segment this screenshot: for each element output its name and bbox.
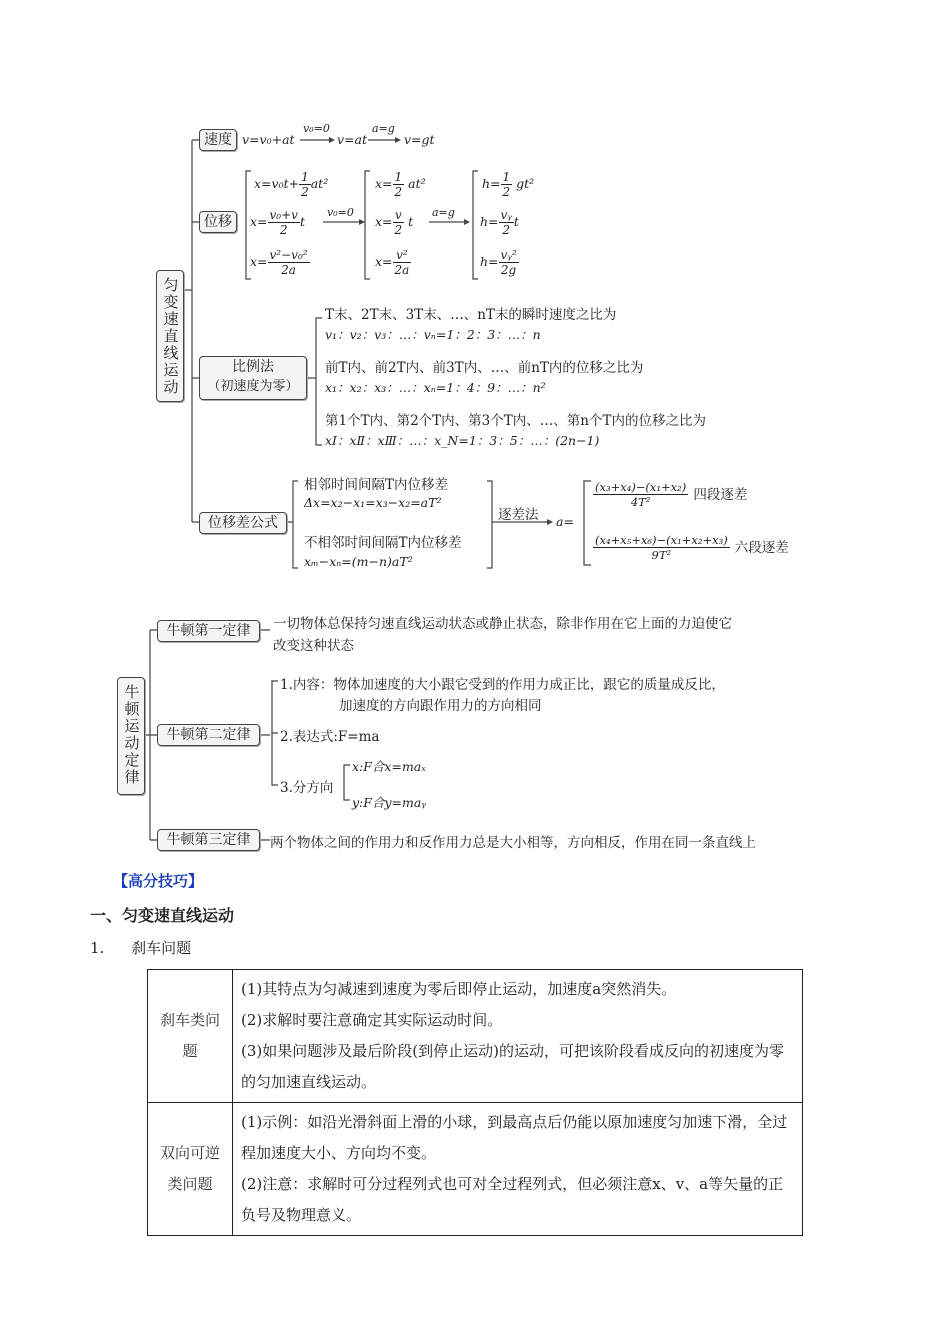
ratio-sub: （初速度为零）	[207, 379, 299, 394]
law2-cx: x:F合x=maₓ	[352, 759, 426, 774]
law2-c1b: 加速度的方向跟作用力的方向相同	[339, 698, 542, 714]
table-key: 双向可逆类问题	[148, 1103, 233, 1236]
law3-box: 牛顿第三定律	[157, 829, 260, 851]
table-value: (1)示例：如沿光滑斜面上滑的小球，到最高点后仍能以原加速度匀加速下滑，全过程加速度大小、方向均不变。 (2)注意：求解时可分过程列式也可对全过程列式，但必须注意x、v、a等矢量的正负号及物理意义。	[233, 1103, 803, 1236]
ratio-label: 比例法	[232, 359, 274, 375]
diff-formula-four: $\frac{\text{(x₃+x₄)−(x₁+x₂)}}{\text{4T²}}$ 四段逐差	[595, 480, 748, 509]
velocity-f3: v=gt	[404, 132, 435, 147]
disp-col1-row2: x= $\frac{\text{v₀+v}}{2}$ t	[250, 208, 305, 237]
diff-formula-six: $\frac{\text{(x₄+x₅+x₆)−(x₁+x₂+x₃)}}{\text{9T²}}$ 六段逐差	[595, 533, 789, 562]
law3-text: 两个物体之间的作用力和反作用力总是大小相等，方向相反，作用在同一条直线上	[270, 835, 756, 851]
displacement-box: 位移	[199, 211, 237, 233]
ratio-box	[199, 356, 307, 400]
root-box-newton	[117, 677, 145, 795]
disp-col3-row3: h= $\frac{\text{vᵧ²}}{2g}$	[480, 248, 517, 277]
velocity-f2: v=at	[337, 132, 368, 147]
law2-c1: 1.内容：物体加速度的大小跟它受到的作用力成正比，跟它的质量成反比，	[280, 677, 725, 693]
disp-col2-row1: x= $\frac{1}{2}$ at²	[375, 170, 426, 199]
table-row	[148, 1103, 803, 1236]
root-box-uniform-motion	[156, 270, 184, 402]
newton-root-label: 牛顿运动定律	[122, 684, 141, 786]
ratio-l4: x₁：x₂：x₃：…：xₙ=1：4：9：…：n²	[325, 380, 546, 395]
law2-c2: 2.表达式:F=ma	[280, 729, 380, 745]
item-1	[90, 937, 191, 958]
law2-cy: y:F合y=maᵧ	[352, 795, 426, 810]
diff-l4: xₘ−xₙ=(m−n)aT²	[304, 554, 413, 569]
ratio-l3: 前T内、前2T内、前3T内、…、前nT内的位移之比为	[325, 360, 644, 376]
diff-method: 逐差法	[498, 507, 539, 523]
disp-col3-row1: h= $\frac{1}{2}$ gt²	[482, 170, 535, 199]
ratio-l6: xⅠ：xⅡ：xⅢ：…：x_N=1：3：5：…：(2n−1)	[325, 433, 600, 448]
table-value: (1)其特点为匀减速到速度为零后即停止运动，加速度a突然消失。 (2)求解时要注意确定其实际运动时间。 (3)如果问题涉及最后阶段(到停止运动)的运动，可把该阶段看成反向的初速度为零的匀加速直线运动。	[233, 970, 803, 1103]
table-key: 刹车类问题	[148, 970, 233, 1103]
root-label: 匀变速直线运动	[161, 277, 180, 396]
diff-l1: 相邻时间间隔T内位移差	[304, 477, 449, 493]
disp-cond2: a=g	[432, 206, 455, 219]
law1-box: 牛顿第一定律	[157, 620, 260, 642]
disp-col1-row3: x= $\frac{\text{v²−v₀²}}{2a}$	[250, 248, 308, 277]
disp-cond1: v₀=0	[327, 206, 354, 219]
diff-box: 位移差公式	[199, 512, 287, 534]
velocity-box: 速度	[199, 129, 237, 151]
item-1-num: 1.	[90, 939, 105, 957]
diff-a-eq: a=	[556, 514, 574, 529]
disp-col2-row3: x= $\frac{\text{v²}}{2a}$	[375, 248, 410, 277]
section-label: 【高分技巧】	[113, 872, 204, 890]
ratio-l2: v₁：v₂：v₃：…：vₙ=1：2：3：…：n	[325, 327, 541, 342]
diff-l2: Δx=x₂−x₁=x₃−x₂=aT²	[304, 495, 442, 510]
ratio-l5: 第1个T内、第2个T内、第3个T内、…、第n个T内的位移之比为	[325, 413, 706, 429]
disp-col3-row2: h= $\frac{\text{vᵧ}}{2}$ t	[480, 208, 519, 237]
diff-l3: 不相邻时间间隔T内位移差	[304, 535, 462, 551]
table-row	[148, 970, 803, 1103]
item-1-title: 刹车问题	[131, 939, 192, 957]
disp-col2-row2: x= $\frac{v}{2}$ t	[375, 208, 414, 237]
velocity-cond1: v₀=0	[303, 122, 330, 135]
tips-table	[147, 969, 803, 1236]
law1-text2: 改变这种状态	[273, 638, 354, 654]
law2-box: 牛顿第二定律	[157, 724, 260, 746]
law1-text1: 一切物体总保持匀速直线运动状态或静止状态，除非作用在它上面的力迫使它	[273, 616, 732, 632]
velocity-cond2: a=g	[372, 122, 395, 135]
velocity-f1: v=v₀+at	[242, 132, 295, 147]
law2-c3: 3.分方向	[280, 780, 334, 796]
ratio-l1: T末、2T末、3T末、…、nT末的瞬时速度之比为	[325, 307, 617, 323]
heading-uniform-motion: 一、匀变速直线运动	[90, 906, 235, 925]
disp-col1-row1: x=v₀t+ $\frac{1}{2}$ at²	[254, 170, 329, 199]
